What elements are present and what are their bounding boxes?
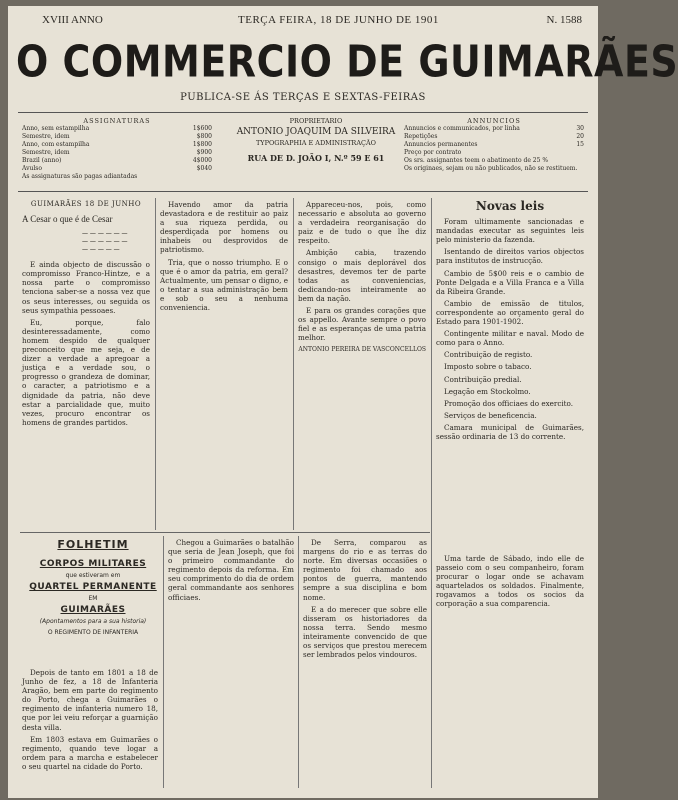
masthead-title: O COMMERCIO DE GUIMARÃES (16, 36, 678, 87)
lower-paragraph: Chegou a Guimarães o batalhão que seria de Jean Joseph, que foi o primeiro commandante do regimento depois da reforma. Em seu comprimento do dia de ordem geral commandante aos senhores officiaes. (168, 538, 294, 602)
subscription-row-label: Semestre, idem (22, 133, 70, 140)
column-divider (163, 536, 164, 788)
subscription-row-label: Anno, sem estampilha (22, 125, 90, 132)
lower-column-2 (303, 538, 427, 788)
ads-title: ANNUNCIOS (467, 117, 521, 125)
feuilleton-paragraph: Em 1803 estava em Guimarães o regimento, quando teve logar a ordem para a marcha e estabelecer o seu quartel na cidade do Porto. (22, 734, 158, 771)
proprietor-name: ANTONIO JOAQUIM DA SILVEIRA (236, 127, 396, 137)
subscription-row-value: $800 (196, 133, 212, 140)
office-address: RUA DE D. JOÃO I, N.º 59 E 61 (247, 153, 385, 163)
year-label: XVIII ANNO (42, 14, 103, 26)
article-column-3 (298, 200, 426, 530)
lower-paragraph: E a do merecer que sobre elle disseram os historiadores da nossa terra. Sendo mesmo inteiramente convencido de que os serviços que prestou merecem ser lembrados pelos vindouros. (303, 604, 427, 660)
news-item: Promoção dos officiaes do exercito. (444, 398, 574, 408)
news-item: Imposto sobre o tabaco. (444, 362, 532, 372)
ad-row (404, 125, 584, 133)
article-paragraph: E para os grandes corações que os appello. Avante sempre o povo fiel e as esperanças de uma patria melhor. (298, 306, 426, 343)
news-item: Contribuição predial. (444, 374, 522, 384)
news-item: Legação em Stockolmo. (444, 386, 531, 396)
subscription-row (22, 149, 212, 157)
ad-row-label: Os originaes, sejam ou não publicados, não se restituem. (404, 165, 578, 172)
subscription-row (22, 157, 212, 165)
office-label: TYPOGRAPHIA E ADMINISTRAÇÃO (255, 139, 377, 147)
news-item: Isentando de direitos varios objectos para institutos de instrucção. (436, 247, 584, 266)
article-column-1 (22, 200, 150, 530)
article-motto: — — — — — — — — — — — — — — — — — (82, 230, 128, 254)
news-item: Cambio de 5$00 reis e o cambio de Ponte Delgada e a Villa Franca e a Villa da Ribeira Grande. (436, 268, 584, 296)
feuilleton-paragraph: Depois de tanto em 1801 a 18 de Junho de fez, a 18 de Infanteria Aragão, bem em parte do regimento do Porto, chega a Guimarães o regimento de infanteria numero 18, que por lei veiu reforçar a guarnição desta villa. (22, 668, 158, 732)
article-paragraph: Eu, porque, falo desinteressadamente, como homem despido de qualquer preconceito que me seja, e de dizer a verdade a apregoar a justiça e a verdade sou, o progresso o grandeza de dominar, o caracter, a patriotismo e a dignidade da patria, não deve estar a parcialidade que, muito vezes, procuro encontrar os homens de grandes partidos. (22, 317, 150, 427)
ad-row (404, 165, 584, 173)
feuilleton-divider (20, 532, 430, 533)
subscription-row-label: Avulso (22, 165, 42, 172)
ad-row (404, 133, 584, 141)
article-paragraph: Tria, que o nosso triumpho. E o que é o amor da patria, em geral? Actualmente, um pensar o digno, e o tentar a sua administração bem e sob o seu a nenhuma conveniencia. (160, 257, 288, 313)
subscription-row-value: $040 (196, 165, 212, 172)
ad-row (404, 141, 584, 149)
article-column-2 (160, 200, 288, 530)
ad-row-label: Repetições (404, 133, 438, 140)
feuilleton-title-2: QUARTEL PERMANENTE (29, 582, 157, 592)
ad-row (404, 157, 584, 165)
news-item: Contribuição de registo. (444, 350, 533, 360)
article-paragraph: Ambição cabia, trazendo consigo o mais deplorável dos desastres, devemos ter de parte todas as conveniencias, dedicando-nos inteiramente ao bem da nação. (298, 248, 426, 303)
subscription-row-label: Semestre, idem (22, 149, 70, 156)
subscriptions-box (22, 117, 212, 181)
lower-paragraph: Uma tarde de Sábado, indo elle de passeio com o seu companheiro, foram procurar o logar onde se achavam aquartelados os soldados. Finalmente, rogavamos a todos os socios da corporação a sua comparencia. (436, 554, 584, 609)
subscription-row-label: As assignaturas são pagas adiantadas (22, 173, 138, 180)
article-title: A Cesar o que é de Cesar (22, 214, 113, 225)
subscription-row-label: Brazil (anno) (22, 157, 62, 164)
subscription-row-value: 1$600 (192, 125, 212, 132)
top-info-line (28, 12, 586, 30)
article-paragraph: E ainda objecto de discussão o compromisso Franco-Hintze, e a nossa parte o compromisso tenciona saber-se a nossa vez que os seus interesses, ou seguida os seus sympathia pessoaes. (22, 260, 150, 315)
feuilleton-label: FOLHETIM (57, 538, 129, 551)
news-item: Serviços de beneficencia. (444, 410, 537, 420)
feuilleton-body (22, 668, 158, 788)
subscription-row (22, 133, 212, 141)
news-item: Contingente militar e naval. Modo de como para o Anno. (436, 329, 584, 348)
column-divider (293, 198, 294, 530)
ad-row-label: Annuncios e communicados, por linha (404, 125, 520, 132)
header-info-bar (18, 112, 588, 192)
ad-row-value: 30 (576, 125, 584, 132)
ad-row-label: Os srs. assignantes teem o abatimento de 25 % (404, 157, 549, 164)
feuilleton-title-1: CORPOS MILITARES (39, 559, 147, 569)
feuilleton-header (28, 538, 158, 637)
column-divider (298, 536, 299, 788)
lower-column-3 (436, 554, 584, 784)
subscription-row (22, 141, 212, 149)
ad-row-value: 20 (576, 133, 584, 140)
ads-box (404, 117, 584, 173)
article-paragraph: Havendo amor da patria devastadora e de restituir ao paiz a sua riqueza perdida, ou desperdiçada por homens ou inhabeis ou desprovidos de patriotismo. (160, 200, 288, 255)
issue-date: TERÇA FEIRA, 18 DE JUNHO DE 1901 (238, 14, 439, 26)
feuilleton-sub-1: que estiveram em (65, 572, 121, 579)
feuilleton-sub-2: EM (88, 595, 98, 602)
article-dateline: GUIMARÃES 18 DE JUNHO (30, 200, 142, 208)
ad-row-value: 15 (576, 141, 584, 148)
lower-column-1 (168, 538, 294, 788)
masthead-subtitle: PUBLICA-SE ÁS TERÇAS E SEXTAS-FEIRAS (180, 92, 426, 103)
subscription-row-value: $900 (196, 149, 212, 156)
ad-row-label: Annuncios permanentes (404, 141, 478, 148)
news-item: Camara municipal de Guimarães, sessão ordinaria de 13 do corrente. (436, 422, 584, 441)
news-item: Foram ultimamente sancionadas e mandadas executar as seguintes leis pelo ministerio da fazenda. (436, 217, 584, 245)
ad-row (404, 149, 584, 157)
subscription-row-label: Anno, com estampilha (22, 141, 90, 148)
subscriptions-title: ASSIGNATURAS (83, 117, 151, 125)
issue-number: N. 1588 (546, 14, 582, 26)
column-divider (155, 198, 156, 530)
feuilleton-title-3: GUIMARÃES (60, 605, 126, 615)
editorial-box (223, 117, 409, 163)
feuilleton-section: O REGIMENTO DE INFANTERIA (47, 629, 139, 636)
article-signature: ANTONIO PEREIRA DE VASCONCELLOS (298, 346, 426, 354)
news-title: Novas leis (475, 199, 545, 213)
subscription-row (22, 125, 212, 133)
article-paragraph: Appareceu-nos, pois, como necessario e absoluta ao governo a verdadeira reorganisação do paiz e de tudo o que lhe diz respeito. (298, 200, 426, 246)
proprietor-role: PROPRIETARIO (289, 117, 343, 125)
news-item: Cambio de emissão de titulos, correspondente ao orçamento geral do Estado para 1901-1902. (436, 298, 584, 327)
subscription-row (22, 173, 212, 181)
lower-paragraph: De Serra, comparou as margens do rio e as terras do norte. Em diversas occasiões o regimento foi chamado aos pontos de guerra, mantendo sempre a sua disciplina e bom nome. (303, 538, 427, 602)
subscription-row-value: 1$800 (192, 141, 212, 148)
subscription-row-value: 4$000 (192, 157, 212, 164)
feuilleton-note: (Apontamentos para a sua historia) (39, 618, 147, 625)
ad-row-label: Preço por contrato (404, 149, 462, 156)
subscription-row (22, 165, 212, 173)
column-divider (431, 198, 432, 788)
newspaper-page (8, 6, 678, 798)
